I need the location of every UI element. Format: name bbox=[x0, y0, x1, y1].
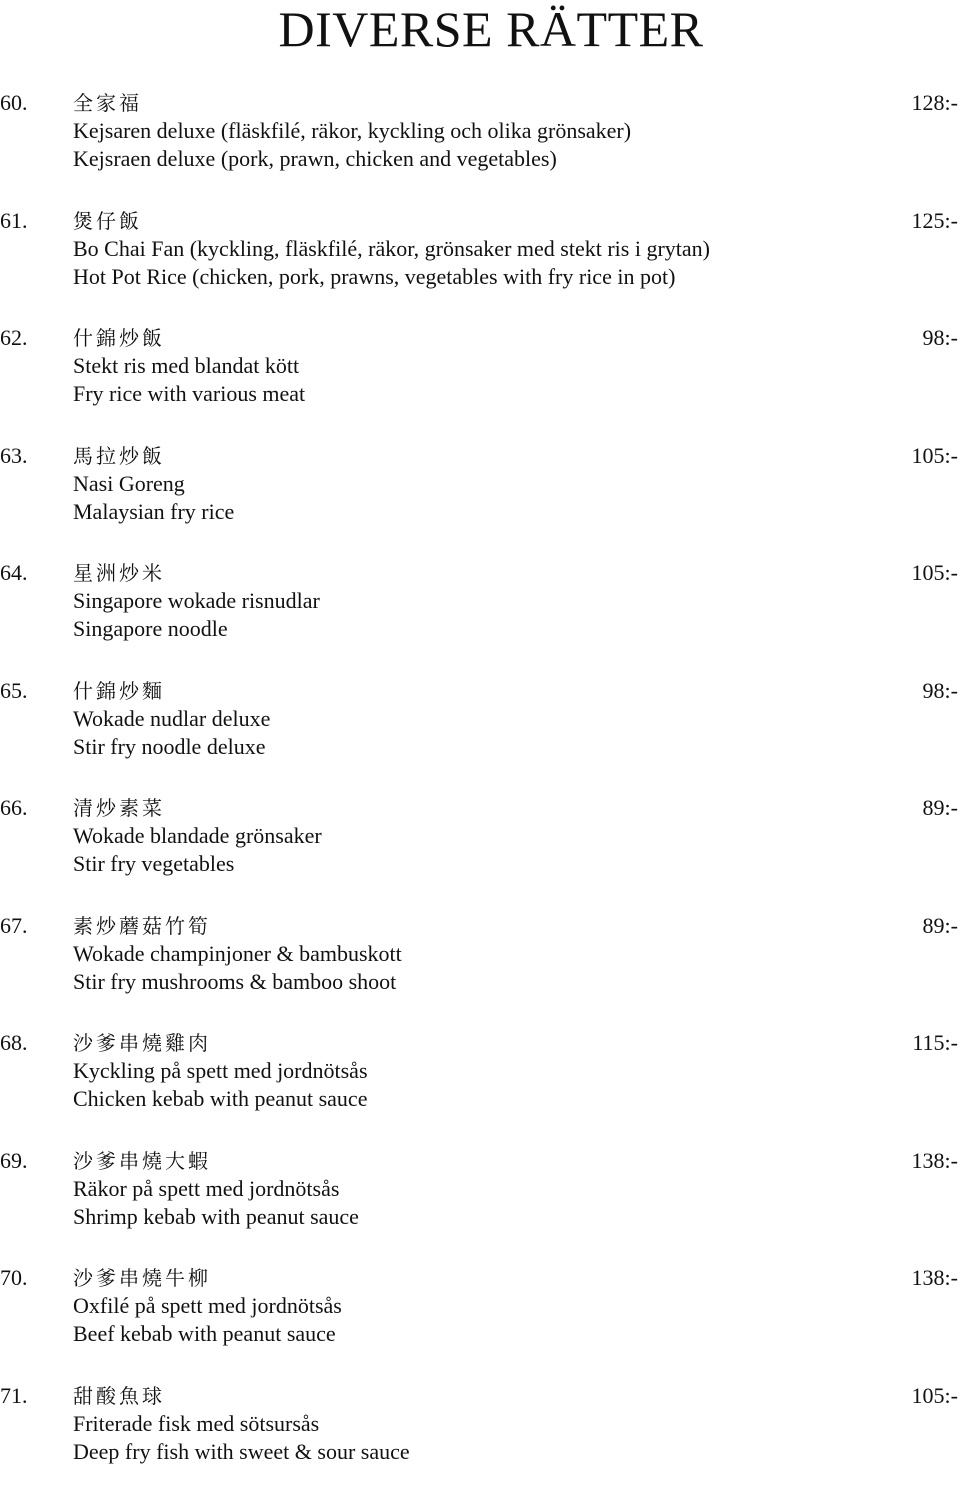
menu-item bbox=[0, 85, 960, 203]
item-number: 69. bbox=[0, 1146, 28, 1176]
item-chinese-name: 全家福 bbox=[73, 88, 142, 118]
item-number: 71. bbox=[0, 1381, 28, 1411]
item-chinese-name: 沙爹串燒牛柳 bbox=[73, 1263, 211, 1293]
item-number: 68. bbox=[0, 1028, 28, 1058]
menu-item bbox=[0, 1260, 960, 1378]
item-price: 89:- bbox=[923, 911, 958, 941]
menu-item bbox=[0, 438, 960, 556]
item-chinese-name: 馬拉炒飯 bbox=[73, 441, 165, 471]
item-swedish-desc: Nasi Goreng bbox=[73, 470, 185, 498]
item-swedish-desc: Wokade champinjoner & bambuskott bbox=[73, 940, 402, 968]
menu-item bbox=[0, 320, 960, 438]
item-number: 70. bbox=[0, 1263, 28, 1293]
menu-item bbox=[0, 790, 960, 908]
item-english-desc: Kejsraen deluxe (pork, prawn, chicken and vegetables) bbox=[73, 145, 557, 173]
item-chinese-name: 甜酸魚球 bbox=[73, 1381, 165, 1411]
item-swedish-desc: Kyckling på spett med jordnötsås bbox=[73, 1057, 368, 1085]
item-price: 105:- bbox=[912, 1381, 958, 1411]
item-number: 65. bbox=[0, 676, 28, 706]
item-chinese-name: 什錦炒麵 bbox=[73, 676, 165, 706]
item-price: 138:- bbox=[912, 1146, 958, 1176]
item-english-desc: Stir fry mushrooms & bamboo shoot bbox=[73, 968, 396, 996]
item-number: 67. bbox=[0, 911, 28, 941]
item-english-desc: Beef kebab with peanut sauce bbox=[73, 1320, 336, 1348]
menu-item bbox=[0, 1025, 960, 1143]
item-chinese-name: 清炒素菜 bbox=[73, 793, 165, 823]
item-english-desc: Fry rice with various meat bbox=[73, 380, 305, 408]
item-price: 105:- bbox=[912, 558, 958, 588]
item-swedish-desc: Singapore wokade risnudlar bbox=[73, 587, 320, 615]
item-price: 105:- bbox=[912, 441, 958, 471]
menu-list bbox=[0, 85, 960, 1495]
item-english-desc: Stir fry noodle deluxe bbox=[73, 733, 265, 761]
menu-item bbox=[0, 203, 960, 321]
menu-item bbox=[0, 1143, 960, 1261]
item-number: 61. bbox=[0, 206, 28, 236]
item-number: 62. bbox=[0, 323, 28, 353]
item-chinese-name: 什錦炒飯 bbox=[73, 323, 165, 353]
item-price: 89:- bbox=[923, 793, 958, 823]
item-english-desc: Malaysian fry rice bbox=[73, 498, 234, 526]
item-number: 63. bbox=[0, 441, 28, 471]
item-english-desc: Singapore noodle bbox=[73, 615, 228, 643]
item-number: 60. bbox=[0, 88, 28, 118]
item-swedish-desc: Wokade nudlar deluxe bbox=[73, 705, 270, 733]
item-english-desc: Deep fry fish with sweet & sour sauce bbox=[73, 1438, 410, 1466]
menu-item bbox=[0, 1378, 960, 1495]
item-swedish-desc: Oxfilé på spett med jordnötsås bbox=[73, 1292, 342, 1320]
item-price: 128:- bbox=[912, 88, 958, 118]
item-swedish-desc: Wokade blandade grönsaker bbox=[73, 822, 322, 850]
item-english-desc: Stir fry vegetables bbox=[73, 850, 234, 878]
item-chinese-name: 素炒蘑菇竹筍 bbox=[73, 911, 211, 941]
item-chinese-name: 星洲炒米 bbox=[73, 558, 165, 588]
item-swedish-desc: Friterade fisk med sötsursås bbox=[73, 1410, 319, 1438]
item-swedish-desc: Stekt ris med blandat kött bbox=[73, 352, 299, 380]
item-chinese-name: 沙爹串燒雞肉 bbox=[73, 1028, 211, 1058]
item-english-desc: Chicken kebab with peanut sauce bbox=[73, 1085, 367, 1113]
item-chinese-name: 煲仔飯 bbox=[73, 206, 142, 236]
item-price: 138:- bbox=[912, 1263, 958, 1293]
item-price: 98:- bbox=[923, 676, 958, 706]
menu-item bbox=[0, 673, 960, 791]
item-chinese-name: 沙爹串燒大蝦 bbox=[73, 1146, 211, 1176]
item-swedish-desc: Bo Chai Fan (kyckling, fläskfilé, räkor, grönsaker med stekt ris i grytan) bbox=[73, 235, 710, 263]
item-price: 115:- bbox=[912, 1028, 958, 1058]
item-swedish-desc: Räkor på spett med jordnötsås bbox=[73, 1175, 339, 1203]
page-title: DIVERSE RÄTTER bbox=[0, 0, 960, 58]
menu-item bbox=[0, 555, 960, 673]
item-number: 64. bbox=[0, 558, 28, 588]
item-english-desc: Hot Pot Rice (chicken, pork, prawns, vegetables with fry rice in pot) bbox=[73, 263, 675, 291]
item-price: 125:- bbox=[912, 206, 958, 236]
menu-item bbox=[0, 908, 960, 1026]
item-english-desc: Shrimp kebab with peanut sauce bbox=[73, 1203, 359, 1231]
item-number: 66. bbox=[0, 793, 28, 823]
item-swedish-desc: Kejsaren deluxe (fläskfilé, räkor, kyckling och olika grönsaker) bbox=[73, 117, 631, 145]
item-price: 98:- bbox=[923, 323, 958, 353]
